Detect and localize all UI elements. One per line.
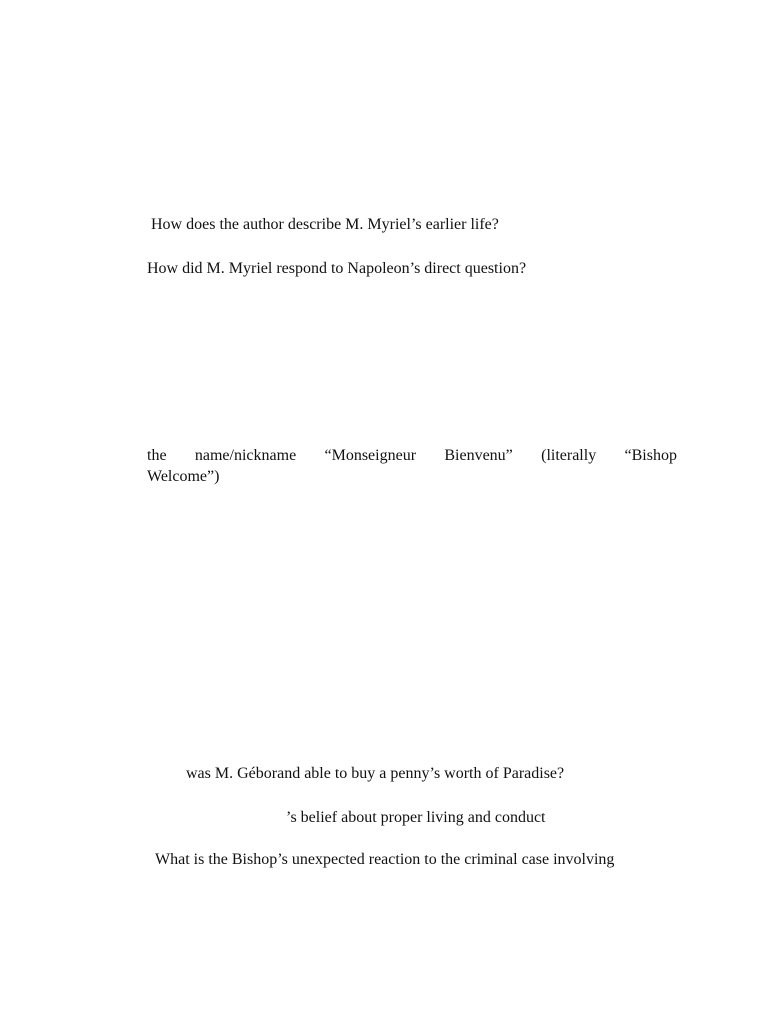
word: “Monseigneur [324,447,417,464]
word: the [147,447,167,464]
question-bishop-reaction: What is the Bishop’s unexpected reaction to the criminal case involving [155,851,615,868]
word: Bienvenu” [444,447,513,464]
question-napoleon-response: How did M. Myriel respond to Napoleon’s direct question? [147,260,527,277]
question-geborand-paradise: was M. Géborand able to buy a penny’s worth of Paradise? [186,765,565,782]
word: “Bishop [624,447,677,464]
word: (literally [541,447,597,464]
paragraph-continuation: Welcome”) [147,468,220,485]
paragraph-first-line [147,445,677,466]
word: name/nickname [194,447,297,464]
paragraph-monseigneur-bienvenu [147,445,677,487]
fragment-belief-proper-living: ’s belief about proper living and conduct [286,809,546,826]
question-earlier-life: How does the author describe M. Myriel’s earlier life? [151,216,499,233]
